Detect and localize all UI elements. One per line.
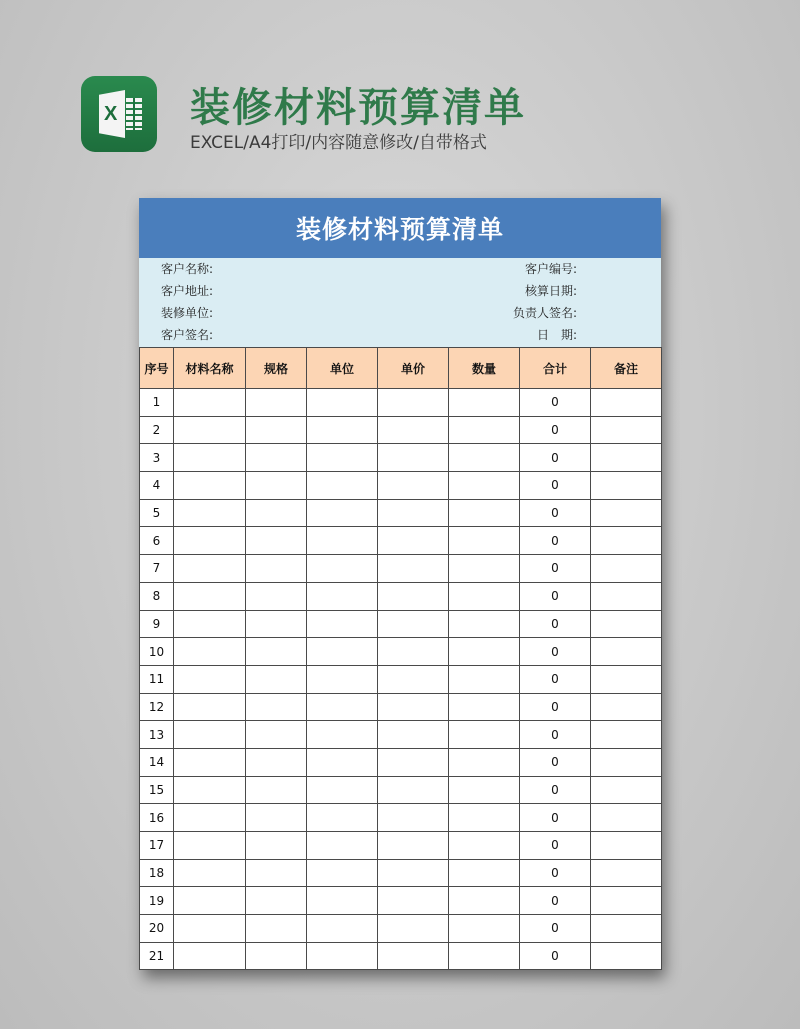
- cell-qty: [449, 416, 520, 444]
- cell-material: [174, 582, 246, 610]
- cell-price: [378, 527, 449, 555]
- table-row: [140, 610, 662, 638]
- table-row: [140, 721, 662, 749]
- cell-spec: [246, 499, 307, 527]
- cell-unit: [307, 499, 378, 527]
- cell-unit: [307, 444, 378, 472]
- cell-unit: [307, 416, 378, 444]
- cell-no: 5: [140, 499, 174, 527]
- cell-spec: [246, 444, 307, 472]
- cell-no: 9: [140, 610, 174, 638]
- table-row: [140, 389, 662, 417]
- cell-spec: [246, 804, 307, 832]
- cell-price: [378, 859, 449, 887]
- cell-spec: [246, 527, 307, 555]
- cell-total: 0: [520, 665, 591, 693]
- cell-no: 10: [140, 638, 174, 666]
- info-date: 日 期:: [536, 328, 577, 342]
- cell-no: 13: [140, 721, 174, 749]
- cell-material: [174, 444, 246, 472]
- cell-notes: [591, 693, 662, 721]
- table-row: [140, 832, 662, 860]
- cell-qty: [449, 610, 520, 638]
- cell-total: 0: [520, 915, 591, 943]
- cell-price: [378, 665, 449, 693]
- cell-price: [378, 721, 449, 749]
- cell-unit: [307, 665, 378, 693]
- cell-price: [378, 915, 449, 943]
- cell-price: [378, 582, 449, 610]
- table-row: [140, 915, 662, 943]
- cell-qty: [449, 776, 520, 804]
- cell-qty: [449, 582, 520, 610]
- cell-unit: [307, 555, 378, 583]
- cell-qty: [449, 693, 520, 721]
- cell-price: [378, 887, 449, 915]
- info-customer-name: 客户名称:: [161, 262, 214, 276]
- cell-notes: [591, 499, 662, 527]
- cell-notes: [591, 555, 662, 583]
- table-row: [140, 444, 662, 472]
- table-row: [140, 472, 662, 500]
- cell-material: [174, 389, 246, 417]
- cell-spec: [246, 582, 307, 610]
- cell-qty: [449, 472, 520, 500]
- cell-no: 6: [140, 527, 174, 555]
- table-row: [140, 416, 662, 444]
- cell-notes: [591, 582, 662, 610]
- cell-material: [174, 610, 246, 638]
- cell-spec: [246, 859, 307, 887]
- cell-notes: [591, 915, 662, 943]
- info-manager-signature: 负责人签名:: [512, 306, 577, 320]
- cell-qty: [449, 665, 520, 693]
- cell-total: 0: [520, 859, 591, 887]
- cell-no: 8: [140, 582, 174, 610]
- table-row: [140, 527, 662, 555]
- cell-no: 1: [140, 389, 174, 417]
- table-row: [140, 804, 662, 832]
- cell-spec: [246, 610, 307, 638]
- cell-unit: [307, 748, 378, 776]
- cell-total: 0: [520, 582, 591, 610]
- cell-spec: [246, 665, 307, 693]
- table-row: [140, 582, 662, 610]
- cell-notes: [591, 804, 662, 832]
- cell-total: 0: [520, 472, 591, 500]
- cell-material: [174, 915, 246, 943]
- info-customer-signature: 客户签名:: [161, 328, 214, 342]
- cell-qty: [449, 499, 520, 527]
- cell-material: [174, 693, 246, 721]
- cell-notes: [591, 748, 662, 776]
- cell-price: [378, 555, 449, 583]
- cell-unit: [307, 721, 378, 749]
- cell-notes: [591, 832, 662, 860]
- cell-total: 0: [520, 887, 591, 915]
- cell-unit: [307, 638, 378, 666]
- col-header-notes: 备注: [591, 348, 662, 389]
- cell-unit: [307, 832, 378, 860]
- cell-no: 16: [140, 804, 174, 832]
- cell-price: [378, 416, 449, 444]
- cell-material: [174, 832, 246, 860]
- cell-price: [378, 472, 449, 500]
- cell-unit: [307, 915, 378, 943]
- page-title: 装修材料预算清单: [190, 85, 526, 131]
- table-row: [140, 887, 662, 915]
- cell-notes: [591, 610, 662, 638]
- cell-no: 4: [140, 472, 174, 500]
- table-row: [140, 638, 662, 666]
- cell-notes: [591, 721, 662, 749]
- cell-notes: [591, 444, 662, 472]
- cell-unit: [307, 804, 378, 832]
- cell-unit: [307, 887, 378, 915]
- cell-price: [378, 776, 449, 804]
- cell-qty: [449, 748, 520, 776]
- cell-spec: [246, 915, 307, 943]
- cell-total: 0: [520, 748, 591, 776]
- col-header-unit: 单位: [307, 348, 378, 389]
- cell-total: 0: [520, 776, 591, 804]
- cell-total: 0: [520, 942, 591, 970]
- table-row: [140, 693, 662, 721]
- cell-no: 11: [140, 665, 174, 693]
- table-header-row: [140, 348, 662, 389]
- cell-notes: [591, 859, 662, 887]
- cell-unit: [307, 942, 378, 970]
- cell-material: [174, 638, 246, 666]
- cell-total: 0: [520, 610, 591, 638]
- cell-spec: [246, 472, 307, 500]
- cell-notes: [591, 472, 662, 500]
- cell-price: [378, 444, 449, 472]
- cell-material: [174, 748, 246, 776]
- cell-spec: [246, 638, 307, 666]
- cell-no: 21: [140, 942, 174, 970]
- cell-no: 15: [140, 776, 174, 804]
- cell-no: 2: [140, 416, 174, 444]
- cell-no: 3: [140, 444, 174, 472]
- cell-notes: [591, 776, 662, 804]
- cell-spec: [246, 748, 307, 776]
- materials-table: [139, 347, 662, 970]
- excel-icon: [81, 76, 157, 152]
- cell-qty: [449, 444, 520, 472]
- table-row: [140, 665, 662, 693]
- cell-no: 7: [140, 555, 174, 583]
- cell-material: [174, 416, 246, 444]
- cell-unit: [307, 859, 378, 887]
- cell-notes: [591, 527, 662, 555]
- cell-qty: [449, 527, 520, 555]
- cell-unit: [307, 610, 378, 638]
- cell-unit: [307, 776, 378, 804]
- cell-qty: [449, 887, 520, 915]
- cell-no: 20: [140, 915, 174, 943]
- col-header-material: 材料名称: [174, 348, 246, 389]
- cell-no: 17: [140, 832, 174, 860]
- cell-material: [174, 887, 246, 915]
- cell-material: [174, 665, 246, 693]
- page-subtitle: EXCEL/A4打印/内容随意修改/自带格式: [190, 133, 487, 153]
- cell-spec: [246, 942, 307, 970]
- cell-notes: [591, 887, 662, 915]
- cell-notes: [591, 942, 662, 970]
- cell-unit: [307, 582, 378, 610]
- cell-unit: [307, 527, 378, 555]
- cell-material: [174, 942, 246, 970]
- cell-price: [378, 693, 449, 721]
- cell-no: 12: [140, 693, 174, 721]
- table-row: [140, 859, 662, 887]
- table-row: [140, 555, 662, 583]
- cell-spec: [246, 776, 307, 804]
- cell-no: 19: [140, 887, 174, 915]
- info-accounting-date: 核算日期:: [524, 284, 577, 298]
- col-header-no: 序号: [140, 348, 174, 389]
- cell-total: 0: [520, 444, 591, 472]
- excel-letter: X: [104, 103, 118, 125]
- cell-total: 0: [520, 389, 591, 417]
- table-row: [140, 748, 662, 776]
- col-header-qty: 数量: [449, 348, 520, 389]
- col-header-price: 单价: [378, 348, 449, 389]
- table-row: [140, 776, 662, 804]
- cell-spec: [246, 416, 307, 444]
- cell-qty: [449, 389, 520, 417]
- cell-material: [174, 555, 246, 583]
- spreadsheet-preview: [139, 198, 661, 970]
- cell-price: [378, 942, 449, 970]
- sheet-title: 装修材料预算清单: [139, 198, 661, 258]
- cell-spec: [246, 693, 307, 721]
- cell-qty: [449, 942, 520, 970]
- cell-total: 0: [520, 555, 591, 583]
- cell-material: [174, 721, 246, 749]
- cell-total: 0: [520, 527, 591, 555]
- cell-material: [174, 804, 246, 832]
- cell-total: 0: [520, 693, 591, 721]
- cell-total: 0: [520, 804, 591, 832]
- cell-price: [378, 832, 449, 860]
- info-decoration-company: 装修单位:: [161, 306, 214, 320]
- cell-qty: [449, 859, 520, 887]
- cell-spec: [246, 832, 307, 860]
- cell-price: [378, 499, 449, 527]
- cell-qty: [449, 555, 520, 583]
- cell-notes: [591, 638, 662, 666]
- cell-price: [378, 638, 449, 666]
- cell-spec: [246, 887, 307, 915]
- cell-price: [378, 804, 449, 832]
- cell-total: 0: [520, 721, 591, 749]
- cell-material: [174, 859, 246, 887]
- cell-no: 18: [140, 859, 174, 887]
- cell-spec: [246, 389, 307, 417]
- cell-total: 0: [520, 638, 591, 666]
- table-row: [140, 942, 662, 970]
- cell-price: [378, 748, 449, 776]
- table-row: [140, 499, 662, 527]
- cell-spec: [246, 721, 307, 749]
- cell-spec: [246, 555, 307, 583]
- excel-grid-shape: [126, 98, 142, 130]
- cell-notes: [591, 665, 662, 693]
- cell-no: 14: [140, 748, 174, 776]
- cell-qty: [449, 804, 520, 832]
- cell-material: [174, 776, 246, 804]
- cell-qty: [449, 721, 520, 749]
- cell-total: 0: [520, 832, 591, 860]
- col-header-total: 合计: [520, 348, 591, 389]
- cell-unit: [307, 472, 378, 500]
- cell-notes: [591, 416, 662, 444]
- cell-unit: [307, 693, 378, 721]
- cell-total: 0: [520, 499, 591, 527]
- cell-notes: [591, 389, 662, 417]
- col-header-spec: 规格: [246, 348, 307, 389]
- cell-price: [378, 389, 449, 417]
- cell-material: [174, 499, 246, 527]
- cell-qty: [449, 915, 520, 943]
- info-customer-address: 客户地址:: [161, 284, 214, 298]
- cell-unit: [307, 389, 378, 417]
- cell-qty: [449, 832, 520, 860]
- cell-material: [174, 472, 246, 500]
- customer-info-block: [139, 258, 661, 347]
- cell-price: [378, 610, 449, 638]
- cell-qty: [449, 638, 520, 666]
- info-customer-number: 客户编号:: [524, 262, 577, 276]
- cell-material: [174, 527, 246, 555]
- cell-total: 0: [520, 416, 591, 444]
